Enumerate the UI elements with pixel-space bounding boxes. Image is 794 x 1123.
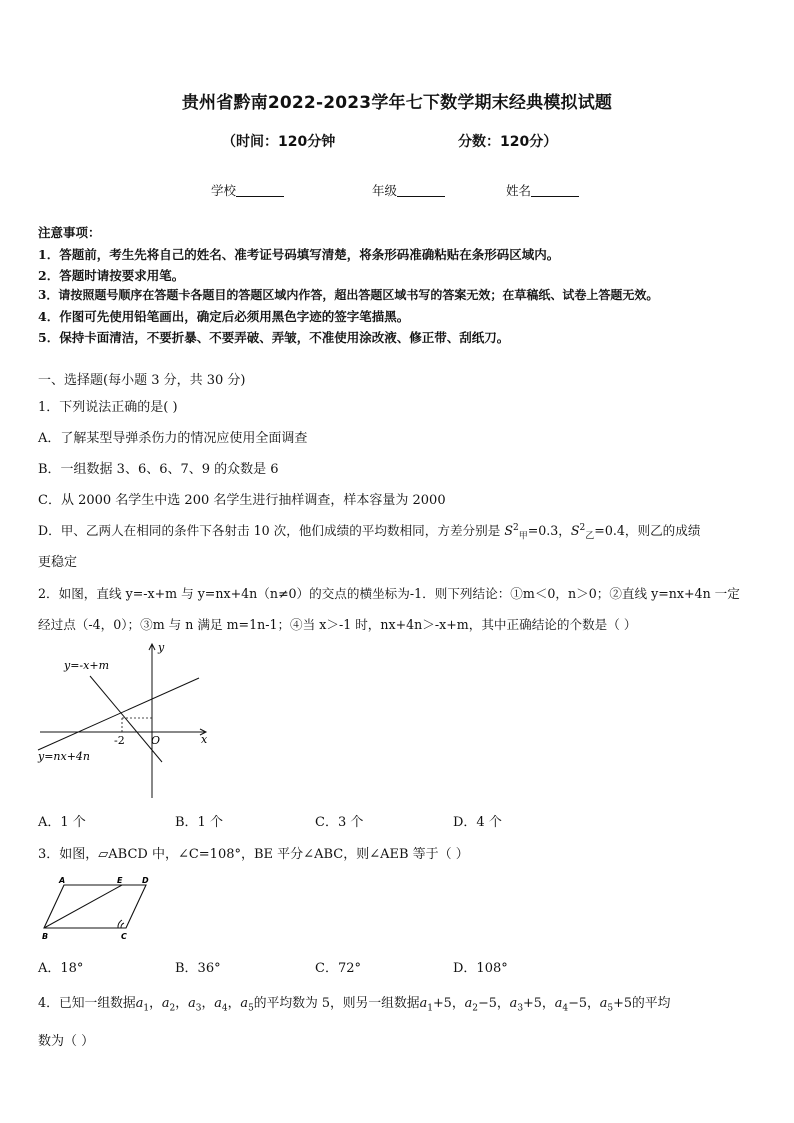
note-item: 4．作图可先使用铅笔画出，确定后必须用黑色字迹的签字笔描黑。 <box>38 309 410 324</box>
vertex-e: E <box>117 876 123 885</box>
var-a: a <box>509 996 518 1011</box>
q4-post: 的平均 <box>632 996 671 1011</box>
grade-label: 年级 <box>372 183 398 198</box>
var-a: a <box>161 996 170 1011</box>
x-axis-label: x <box>201 733 208 746</box>
q3-option-b: B．36° <box>175 961 221 976</box>
q1-option-d <box>38 520 700 542</box>
var-a: a <box>188 996 196 1011</box>
line-neg-x-plus-m <box>90 676 162 762</box>
sub: 5 <box>607 1003 614 1014</box>
var-a: a <box>214 996 222 1011</box>
var-a: a <box>464 996 473 1011</box>
exam-title: 贵州省黔南2022-2023学年七下数学期末经典模拟试题 <box>181 93 613 113</box>
var-a: a <box>419 996 428 1011</box>
q1-option-d-cont: 更稳定 <box>38 555 78 570</box>
sub: 1 <box>143 1003 150 1014</box>
variance-symbol: S <box>504 523 513 538</box>
origin-label: O <box>151 734 161 747</box>
q1-option-c: C．从 2000 名学生中选 200 名学生进行抽样调查，样本容量为 2000 <box>38 493 446 508</box>
variance-exp: 2 <box>579 522 586 533</box>
q2-stem-line1: 2．如图，直线 y=-x+m 与 y=nx+4n（n≠0）的交点的横坐标为-1．则下列结论：①m＜0，n＞0；②直线 y=nx+4n 一定 <box>38 586 740 601</box>
q1-option-a: A．了解某型导弹杀伤力的情况应使用全面调查 <box>38 431 308 446</box>
var-a: a <box>554 996 563 1011</box>
grade-field <box>372 181 445 199</box>
sub: 5 <box>248 1003 254 1014</box>
q4-stem-line1: 4．已知一组数据$a_1$，$a_2$，$a_3$，$a_4$，$a_5$的平均数为 5，则另一组数据$a_1+5$，$a_2-5$，$a_3+5$，$a_4-5$，$a_5+5$的平均 <box>38 996 671 1014</box>
q2-option-b: B．1 个 <box>175 815 223 830</box>
note-item: 3．请按照题号顺序在答题卡各题目的答题区域内作答，超出答题区域书写的答案无效；在草稿纸、试卷上答题无效。 <box>38 288 659 302</box>
sub: 4 <box>562 1003 569 1014</box>
notes-heading: 注意事项： <box>38 225 101 240</box>
sub: 3 <box>195 1003 202 1014</box>
angle-c-arc <box>121 923 124 928</box>
section-heading: 一、选择题(每小题 3 分，共 30 分) <box>38 373 246 388</box>
grade-blank <box>397 183 445 197</box>
q1-d-end: =0.4，则乙的成绩 <box>594 523 701 538</box>
var-a: a <box>135 996 144 1011</box>
label-neg-x-plus-m: y=-x+m <box>64 659 109 672</box>
variance-symbol: S <box>570 523 580 538</box>
offset: −5 <box>568 996 587 1011</box>
q3-option-c: C．72° <box>315 961 361 976</box>
vertex-b: B <box>42 932 49 941</box>
sub: 2 <box>472 1003 478 1014</box>
sub: 1 <box>427 1003 433 1014</box>
school-blank <box>236 183 284 197</box>
q2-stem-line2: 经过点（-4，0）；③m 与 n 满足 m=1n-1；④当 x＞-1 时，nx+4n＞-x+m，其中正确结论的个数是（ ） <box>38 617 637 632</box>
sub: 3 <box>517 1003 524 1014</box>
q3-parallelogram-figure <box>36 873 162 943</box>
q1-stem: 1．下列说法正确的是( ) <box>38 400 178 415</box>
offset: −5 <box>478 996 497 1011</box>
school-field <box>211 181 284 199</box>
note-item: 1．答题前，考生先将自己的姓名、准考证号码填写清楚，将条形码准确粘贴在条形码区域内。 <box>38 247 560 262</box>
q4-stem-line2: 数为（ ） <box>38 1034 95 1049</box>
exam-time: （时间：120分钟 <box>222 134 336 150</box>
tick-label: -2 <box>114 734 125 747</box>
name-field <box>506 181 579 199</box>
q3-option-a: A．18° <box>38 961 84 976</box>
label-nx-plus-4n: y=nx+4n <box>38 750 91 763</box>
note-item: 2．答题时请按要求用笔。 <box>38 268 185 283</box>
q2-option-a: A．1 个 <box>38 815 86 830</box>
q3-stem: 3．如图，▱ABCD 中，∠C=108°，BE 平分∠ABC，则∠AEB 等于（ ） <box>38 847 469 862</box>
variance-sub-yi: 乙 <box>585 531 595 542</box>
parallelogram <box>44 885 146 928</box>
q1-option-b: B．一组数据 3、6、6、7、9 的众数是 6 <box>38 462 279 477</box>
name-label: 姓名 <box>506 183 532 198</box>
q2-graph-figure <box>34 638 224 803</box>
offset: +5 <box>613 996 633 1011</box>
vertex-d: D <box>142 876 149 885</box>
exam-score: 分数：120分） <box>458 134 558 150</box>
variance-exp: 2 <box>512 522 519 533</box>
q2-option-c: C．3 个 <box>315 815 364 830</box>
sub: 4 <box>221 1003 228 1014</box>
offset: +5 <box>432 996 452 1011</box>
var-a: a <box>240 996 249 1011</box>
q3-option-d: D．108° <box>453 961 508 976</box>
q4-pre: 4．已知一组数据 <box>38 996 136 1011</box>
school-label: 学校 <box>211 183 237 198</box>
variance-sub-jia: 甲 <box>518 531 528 542</box>
q1-d-mid: =0.3， <box>527 523 571 538</box>
vertex-a: A <box>59 876 66 885</box>
q2-option-d: D．4 个 <box>453 815 502 830</box>
q4-mid: 的平均数为 5，则另一组数据 <box>253 996 420 1011</box>
note-item: 5．保持卡面清洁，不要折暴、不要弄破、弄皱，不准使用涂改液、修正带、刮纸刀。 <box>38 330 510 345</box>
var-a: a <box>599 996 608 1011</box>
segment-be <box>44 885 122 928</box>
sub: 2 <box>169 1003 176 1014</box>
q1-d-text: D．甲、乙两人在相同的条件下各射击 10 次，他们成绩的平均数相同，方差分别是 <box>38 523 505 538</box>
vertex-c: C <box>121 932 127 941</box>
offset: +5 <box>523 996 542 1011</box>
name-blank <box>531 183 579 197</box>
y-axis-label: y <box>158 641 165 654</box>
